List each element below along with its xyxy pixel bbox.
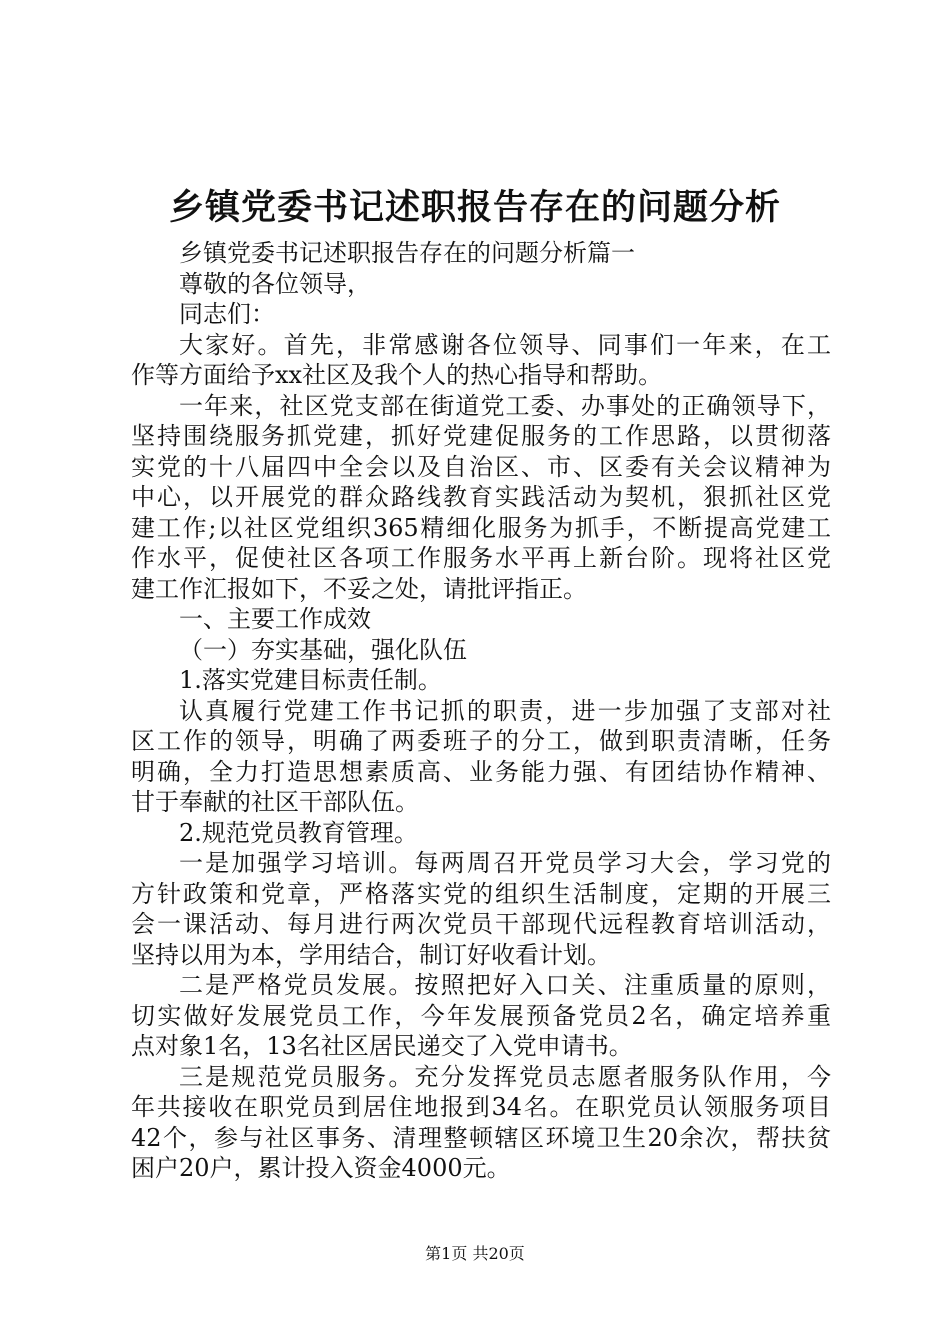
paragraph-line: （一）夯实基础，强化队伍	[179, 635, 467, 664]
paragraph-line: 大家好。首先，非常感谢各位领导、同事们一年来，在工	[179, 330, 831, 359]
document-title: 乡镇党委书记述职报告存在的问题分析	[168, 187, 781, 228]
paragraph-line: 一是加强学习培训。每两周召开党员学习大会，学习党的	[179, 849, 831, 877]
paragraph-line: 中心，以开展党的群众路线教育实践活动为契机，狠抓社区党	[131, 483, 831, 511]
paragraph-line: 坚持以用为本，学用结合，制订好收看计划。	[131, 940, 611, 969]
paragraph-line: 一、主要工作成效	[179, 605, 371, 633]
paragraph-line: 一年来，社区党支部在街道党工委、办事处的正确领导下，	[179, 391, 831, 420]
paragraph-line: 甘于奉献的社区干部队伍。	[131, 788, 419, 816]
paragraph-line: 2.规范党员教育管理。	[179, 818, 418, 847]
paragraph-line: 建工作汇报如下，不妥之处，请批评指正。	[131, 574, 587, 603]
paragraph-line: 二是严格党员发展。按照把好入口关、注重质量的原则，	[179, 971, 831, 999]
paragraph-line: 会一课活动、每月进行两次党员干部现代远程教育培训活动，	[131, 910, 831, 938]
paragraph-line: 认真履行党建工作书记抓的职责，进一步加强了支部对社	[179, 696, 831, 725]
paragraph-line: 建工作;以社区党组织365精细化服务为抓手，不断提高党建工	[131, 513, 831, 542]
document-body	[131, 238, 831, 1184]
paragraph-line: 点对象1名，13名社区居民递交了入党申请书。	[131, 1032, 633, 1060]
paragraph-line: 坚持围绕服务抓党建，抓好党建促服务的工作思路，以贯彻落	[131, 422, 831, 450]
paragraph-line: 42个，参与社区事务、清理整顿辖区环境卫生20余次，帮扶贫	[131, 1123, 831, 1152]
paragraph-line: 作水平，促使社区各项工作服务水平再上新台阶。现将社区党	[131, 544, 831, 572]
paragraph-line: 年共接收在职党员到居住地报到34名。在职党员认领服务项目	[131, 1093, 831, 1121]
paragraph-line: 乡镇党委书记述职报告存在的问题分析篇一	[179, 239, 635, 267]
paragraph-line: 困户20户，累计投入资金4000元。	[131, 1154, 511, 1182]
paragraph-line: 1.落实党建目标责任制。	[179, 666, 442, 694]
page-footer: 第1页 共20页	[425, 1244, 525, 1263]
paragraph-line: 作等方面给予xx社区及我个人的热心指导和帮助。	[131, 361, 663, 389]
paragraph-line: 同志们：	[179, 300, 275, 328]
paragraph-line: 明确，全力打造思想素质高、业务能力强、有团结协作精神、	[131, 757, 831, 786]
paragraph-line: 三是规范党员服务。充分发挥党员志愿者服务队作用，今	[179, 1062, 831, 1091]
paragraph-line: 尊敬的各位领导，	[179, 269, 371, 298]
paragraph-line: 方针政策和党章，严格落实党的组织生活制度，定期的开展三	[131, 879, 831, 908]
paragraph-line: 区工作的领导，明确了两委班子的分工，做到职责清晰，任务	[131, 727, 831, 755]
paragraph-line: 切实做好发展党员工作，今年发展预备党员2名，确定培养重	[131, 1001, 831, 1030]
paragraph-line: 实党的十八届四中全会以及自治区、市、区委有关会议精神为	[131, 452, 831, 481]
